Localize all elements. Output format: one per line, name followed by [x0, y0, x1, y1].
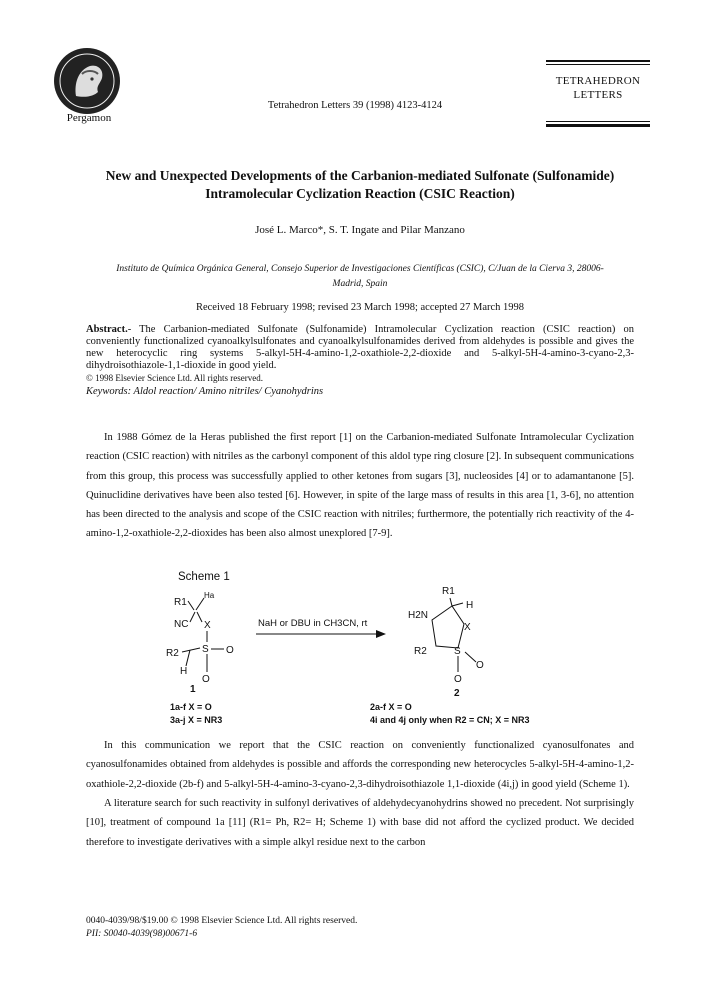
publisher-name: Pergamon — [66, 112, 112, 124]
journal-name — [546, 74, 650, 102]
atom-o-right-side: O — [476, 660, 484, 671]
body-paragraph-2: In this communication we report that the CSIC reaction on conveniently functionalized cyanosulfonates and cyanosulfonamides obtained from aldehydes is possible and affords the corresponding new heterocycles 5-alkyl-5H-4-amino-1,2-oxathiole-2,2-dioxide (2b-f) and 5-alkyl-5H-4-amino-3-cyano-2,3-dihydroisothiazole 1,1-dioxide (4i,j) in good yield (Scheme 1). — [86, 740, 634, 790]
abstract-copyright: © 1998 Elsevier Science Ltd. All rights reserved. — [86, 373, 264, 383]
atom-r1-right: R1 — [442, 586, 455, 597]
atom-r2-right: R2 — [414, 646, 427, 657]
atom-o-right-bottom: O — [454, 674, 462, 685]
affiliation-line2: Madrid, Spain — [332, 279, 388, 289]
atom-ha: Ha — [204, 591, 215, 600]
atom-r2-left: R2 — [166, 648, 179, 659]
atom-h2n: H2N — [408, 610, 429, 621]
journal-name-line2: LETTERS — [573, 89, 623, 101]
abstract — [86, 324, 634, 372]
reaction-conditions: NaH or DBU in CH3CN, rt — [258, 618, 368, 629]
atom-h-right: H — [466, 600, 474, 611]
journal-reference: Tetrahedron Letters 39 (1998) 4123-4124 — [267, 100, 443, 111]
header-rule-top-1 — [546, 60, 650, 62]
affiliation-line1: Instituto de Química Orgánica General, Consejo Superior de Investigaciones Científicas (CSIC), C/Juan de la Cierva 3, 28006- — [116, 264, 604, 274]
title-line2: Intramolecular Cyclization Reaction (CSIC Reaction) — [205, 186, 515, 201]
legend-right-1: 2a-f X = O — [370, 702, 412, 712]
scheme-title: Scheme 1 — [178, 571, 230, 583]
legend-left-1: 1a-f X = O — [170, 702, 212, 712]
footer-copyright: 0040-4039/98/$19.00 © 1998 Elsevier Science Ltd. All rights reserved. — [86, 916, 358, 926]
affiliation — [80, 262, 640, 292]
atom-s-right: S — [454, 646, 461, 657]
abstract-text: - The Carbanion-mediated Sulfonate (Sulfonamide) Intramolecular Cyclization reaction (CSIC reaction) on conveniently functionalized cyanoalkylsulfonates and cyanoalkylsulfonamides derived from aldehydes is possible and gives the new heterocyclic ring systems 5-alkyl-5H-4-amino-1,2-oxathiole-2,2-dioxide and 5-alkyl-5H-4-amino-3-cyano-2,3-dihydroisothiazole-1,1-dioxide in good yield. — [86, 324, 634, 371]
atom-x-right: X — [464, 622, 471, 633]
legend-right-2: 4i and 4j only when R2 = CN; X = NR3 — [370, 715, 530, 725]
header-rule-bottom-1 — [546, 121, 650, 122]
abstract-label: Abstract. — [86, 324, 128, 335]
article-title — [100, 167, 620, 203]
journal-name-line1: TETRAHEDRON — [555, 75, 641, 87]
compound-label-1: 1 — [190, 684, 196, 695]
title-line1: New and Unexpected Developments of the Carbanion-mediated Sulfonate (Sulfonamide) — [105, 168, 615, 183]
scheme-1 — [160, 568, 560, 728]
atom-s-left: S — [202, 644, 209, 655]
atom-o-left-right: O — [226, 645, 234, 656]
atom-nc: NC — [174, 619, 189, 630]
body-paragraph-1: In 1988 Gómez de la Heras published the first report [1] on the Carbanion-mediated Sulfonate Intramolecular Cyclization reaction (CSIC reaction) with nitriles as the carbonyl component of this aldol type ring closure [2]. In subsequent communications from this group, this process was successfully applied to other ketones from sugars [3], nucleosides [4] or to adamantanone [5]. Quinuclidine derivatives have been also tested [6]. However, in spite of the large mass of results in this area [1, 3-6], no attention has been directed to the analysis and scope of the CSIC reaction with nitriles; furthermore, the potentially rich reactivity of the 4-amino-1,2-oxathiole-2,2-dioxides has been also almost unexplored [7-9]. — [86, 432, 634, 540]
header-rule-bottom-2 — [546, 124, 650, 127]
authors: José L. Marco*, S. T. Ingate and Pilar Manzano — [255, 224, 465, 236]
body-paragraph-3: A literature search for such reactivity in sulfonyl derivatives of aldehydecyanohydrins showed no precedent. Not surprisingly [10], treatment of compound 1a [11] (R1= Ph, R2= H; Scheme 1) with base did not afford the cyclized product. We decided therefore to investigate derivatives with a simple alkyl residue next to the carbon — [86, 798, 634, 848]
keywords: Keywords: Aldol reaction/ Amino nitriles/ Cyanohydrins — [86, 386, 324, 397]
atom-x-left: X — [204, 620, 211, 631]
legend-left-2: 3a-j X = NR3 — [170, 715, 223, 725]
header-rule-top-2 — [546, 64, 650, 65]
compound-label-2: 2 — [454, 688, 460, 699]
footer-pii: PII: S0040-4039(98)00671-6 — [86, 929, 198, 939]
atom-o-left-bottom: O — [202, 674, 210, 685]
received-dates: Received 18 February 1998; revised 23 March 1998; accepted 27 March 1998 — [195, 302, 525, 313]
atom-h-left: H — [180, 666, 188, 677]
atom-r1-left: R1 — [174, 597, 187, 608]
pergamon-logo — [52, 46, 122, 116]
